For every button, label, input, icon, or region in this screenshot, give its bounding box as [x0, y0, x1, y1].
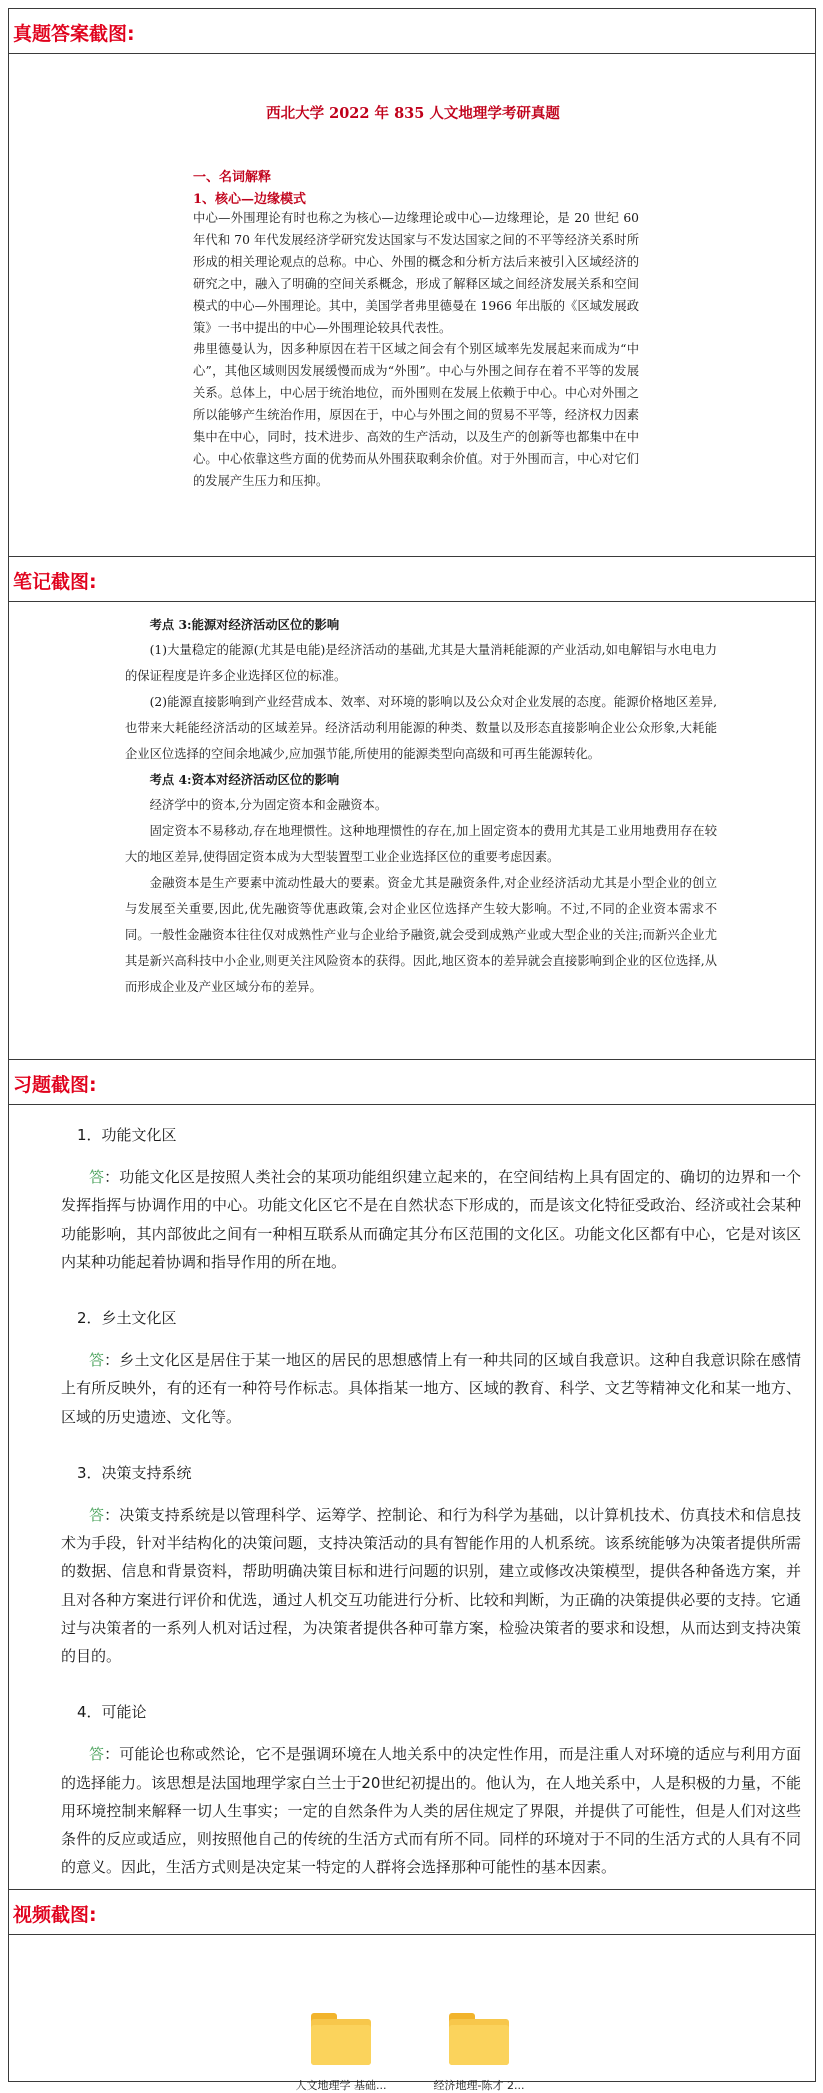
- notes-kaodian-4: 考点 4:资本对经济活动区位的影响: [149, 772, 340, 788]
- answer-label: 答: [89, 1745, 105, 1764]
- exercise-title-3: 3．决策支持系统: [77, 1463, 192, 1482]
- notes-kaodian-3: 考点 3:能源对经济活动区位的影响: [149, 617, 340, 632]
- folder-label-2[interactable]: 经济地理-陈才 2...: [433, 2079, 525, 2092]
- exercise-answer-text-2: ：乡土文化区是居住于某一地区的居民的思想感情上有一种共同的区域自我意识。这种自我意识除在感情上有所反映外，有的还有一种符号作标志。具体指某一地方、区域的教育、科学、文艺等精神文化和某一地方、区域的历史遗迹、文化等。: [61, 1351, 801, 1426]
- exercise-title-4: 4．可能论: [77, 1703, 147, 1722]
- notes-body: [125, 612, 717, 1001]
- exercises-section-header: 习题截图:: [9, 1059, 815, 1105]
- notes-section: [8, 556, 816, 1059]
- exercise-answer-text-3: ：决策支持系统是以管理科学、运筹学、控制论、和行为科学为基础，以计算机技术、仿真技术和信息技术为手段，针对半结构化的决策问题，支持决策活动的具有智能作用的人机系统。该系统能够为决策者提供所需的数据、信息和背景资料，帮助明确决策目标和进行问题的识别，建立或修改决策模型，提供各种备选方案，并且对各种方案进行评价和优选，通过人机交互功能进行分析、比较和判断，为正确的决策提供必要的支持。它通过与决策者的一系列人机对话过程，为决策者提供各种可靠方案，检验决策者的要求和设想，从而达到支持决策的目的。: [61, 1506, 801, 1666]
- exam-paragraph-2: 弗里德曼认为，因多种原因在若干区域之间会有个别区域率先发展起来而成为“中心”，其他区域则因发展缓慢而成为“外围”。中心与外围之间存在着不平等的发展关系。总体上，中心居于统治地位，而外围则在发展上依赖于中心。中心对外围之所以能够产生统治作用，原因在于，中心与外围之间的贸易不平等，经济权力因素集中在中心，同时，技术进步、高效的生产活动，以及生产的创新等也都集中在中心。中心依靠这些方面的优势而从外围获取剩余价值。对于外围而言，中心对它们的发展产生压力和压抑。: [193, 342, 639, 488]
- exercise-answer-3: [61, 1501, 801, 1670]
- exam-paragraph-1: 中心—外围理论有时也称之为核心—边缘理论或中心—边缘理论，是 20 世纪 60 年代和 70 年代发展经济学研究发达国家与不发达国家之间的不平等经济关系时所形成的相关理论观点的总称。中心、外围的概念和分析方法后来被引入区域经济的研究之中，融入了明确的空间关系概念，形成了解释区域之间经济发展关系和空间模式的中心—外围理论。其中，美国学者弗里德曼在 1966 年出版的《区域发展政策》一书中提出的中心—外围理论较具代表性。: [193, 211, 639, 335]
- answer-label: 答: [89, 1351, 105, 1370]
- exam-body: [193, 208, 639, 493]
- answer-label: 答: [89, 1168, 105, 1187]
- notes-paragraph-4: 固定资本不易移动,存在地理惯性。这种地理惯性的存在,加上固定资本的费用尤其是工业用地费用存在较大的地区差异,使得固定资本成为大型装置型工业企业选择区位的重要考虑因素。: [125, 824, 717, 865]
- exercise-answer-text-1: ：功能文化区是按照人类社会的某项功能组织建立起来的，在空间结构上具有固定的、确切的边界和一个发挥指挥与协调作用的中心。功能文化区它不是在自然状态下形成的，而是该文化特征受政治、经济或社会某种功能影响，其内部彼此之间有一种相互联系从而确定其分布区范围的文化区。功能文化区都有中心，它是对该区内某种功能起着协调和指导作用的所在地。: [61, 1168, 801, 1271]
- notes-paragraph-1: (1)大量稳定的能源(尤其是电能)是经济活动的基础,尤其是大量消耗能源的产业活动,如电解铝与水电电力的保证程度是许多企业选择区位的标准。: [125, 642, 717, 683]
- notes-paragraph-2: (2)能源直接影响到产业经营成本、效率、对环境的影响以及公众对企业发展的态度。能源价格地区差异,也带来大耗能经济活动的区域差异。经济活动利用能源的种类、数量以及形态直接影响企业公众形象,大耗能企业区位选择的空间余地减少,应加强节能,所使用的能源类型向高级和可再生能源转化。: [125, 694, 717, 761]
- video-section-header: 视频截图:: [9, 1889, 815, 1935]
- exercise-title-1: 1．功能文化区: [77, 1126, 177, 1144]
- folder-icon[interactable]: [309, 2013, 373, 2065]
- exercises-section: [8, 1059, 816, 1889]
- exam-heading-2: 1、核心—边缘模式: [193, 192, 307, 207]
- folder-icon[interactable]: [447, 2013, 511, 2065]
- exercise-title-2: 2．乡土文化区: [77, 1309, 177, 1328]
- exam-section-header: 真题答案截图:: [9, 8, 815, 54]
- notes-paragraph-5: 金融资本是生产要素中流动性最大的要素。资金尤其是融资条件,对企业经济活动尤其是小型企业的创立与发展至关重要,因此,优先融资等优惠政策,会对企业区位选择产生较大影响。不过,不同的企业资本需求不同。一般性金融资本往往仅对成熟性产业与企业给予融资,就会受到成熟产业或大型企业的关注;而新兴企业尤其是新兴高科技中小企业,则更关注风险资本的获得。因此,地区资本的差异就会直接影响到企业的区位选择,从而形成企业及产业区域分布的差异。: [125, 876, 717, 994]
- exercises-body: [61, 1121, 801, 1909]
- answer-label: 答: [89, 1506, 105, 1525]
- exam-section: [8, 8, 816, 556]
- folder-label-1[interactable]: 人文地理学 基础...: [295, 2079, 387, 2092]
- exercise-answer-text-4: ：可能论也称或然论，它不是强调环境在人地关系中的决定性作用，而是注重人对环境的适应与利用方面的选择能力。该思想是法国地理学家白兰士于20世纪初提出的。他认为，在人地关系中，人是积极的力量，不能用环境控制来解释一切人生事实；一定的自然条件为人类的居住规定了界限，并提供了可能性，但是人们对这些条件的反应或适应，则按照他自己的传统的生活方式而有所不同。同样的环境对于不同的生活方式的人具有不同的意义。因此，生活方式则是决定某一特定的人群将会选择那种可能性的基本因素。: [61, 1745, 801, 1877]
- exam-title: 西北大学 2022 年 835 人文地理学考研真题: [266, 105, 560, 122]
- exam-heading-1: 一、名词解释: [193, 170, 272, 185]
- video-section: [8, 1889, 816, 2092]
- notes-section-header: 笔记截图:: [9, 556, 815, 602]
- notes-paragraph-3: 经济学中的资本,分为固定资本和金融资本。: [149, 798, 388, 813]
- exercise-answer-1: [61, 1163, 801, 1276]
- exercise-answer-4: [61, 1740, 801, 1881]
- exercise-answer-2: [61, 1346, 801, 1431]
